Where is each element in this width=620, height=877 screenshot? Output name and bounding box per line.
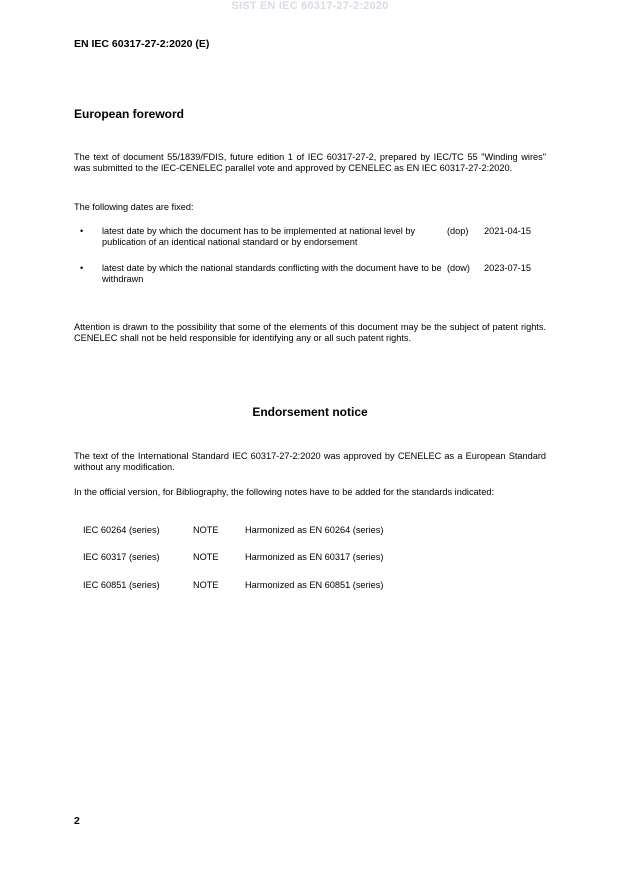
note-standard: IEC 60264 (series) xyxy=(83,525,160,535)
foreword-heading: European foreword xyxy=(74,107,185,121)
foreword-paragraph: The text of document 55/1839/FDIS, future edition 1 of IEC 60317-27-2, prepared by IEC/TC 55 "Winding wires" was submitted to the IEC-CENELEC parallel vote and approved by CENELEC as EN IEC 60317-27-2:2020. xyxy=(74,152,546,173)
patent-attention: Attention is drawn to the possibility that some of the elements of this document may be the subject of patent rights. CENELEC shall not be held responsible for identifying any or all such patent rights. xyxy=(74,322,546,343)
dates-intro: The following dates are fixed: xyxy=(74,202,194,212)
date-item-date: 2021-04-15 xyxy=(484,226,531,236)
bibliography-intro: In the official version, for Bibliography, the following notes have to be added for the standards indicated: xyxy=(74,487,494,497)
bullet-icon: • xyxy=(80,263,84,273)
note-label: NOTE xyxy=(193,525,219,535)
date-item-code: (dow) xyxy=(447,263,470,273)
note-label: NOTE xyxy=(193,580,219,590)
document-header: EN IEC 60317-27-2:2020 (E) xyxy=(74,38,210,50)
note-text: Harmonized as EN 60851 (series) xyxy=(245,580,384,590)
note-text: Harmonized as EN 60317 (series) xyxy=(245,552,384,562)
note-text: Harmonized as EN 60264 (series) xyxy=(245,525,384,535)
date-item-text: latest date by which the national standards conflicting with the document have to be withdrawn xyxy=(102,263,442,284)
date-item-code: (dop) xyxy=(447,226,469,236)
endorsement-heading: Endorsement notice xyxy=(252,405,368,419)
date-item-text: latest date by which the document has to be implemented at national level by publication of an identical national standard or by endorsement xyxy=(102,226,416,247)
note-label: NOTE xyxy=(193,552,219,562)
note-standard: IEC 60317 (series) xyxy=(83,552,160,562)
endorsement-paragraph: The text of the International Standard IEC 60317-27-2:2020 was approved by CENELEC as a European Standard without any modification. xyxy=(74,451,546,472)
bullet-icon: • xyxy=(80,226,84,236)
date-item-date: 2023-07-15 xyxy=(484,263,531,273)
page-number: 2 xyxy=(74,815,80,827)
watermark: SIST EN IEC 60317-27-2:2020 xyxy=(231,0,389,12)
note-standard: IEC 60851 (series) xyxy=(83,580,160,590)
